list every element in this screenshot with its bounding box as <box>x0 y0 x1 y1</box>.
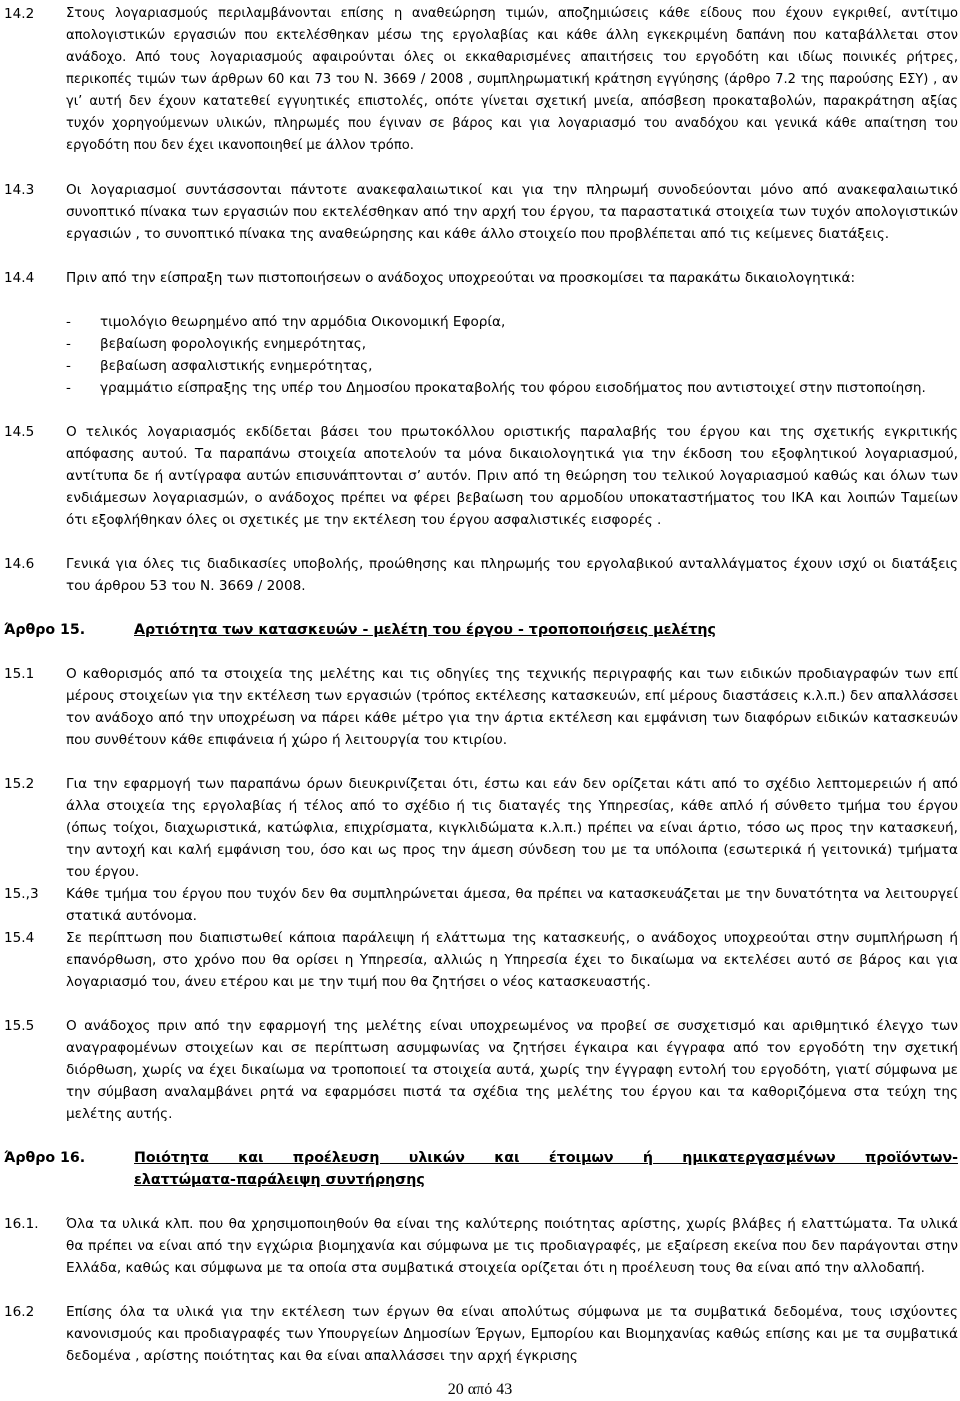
article-number: Άρθρο 16. <box>4 1150 86 1166</box>
paragraph-text: Σε περίπτωση που διαπιστωθεί κάποια παράλειψη ή ελάττωμα της κατασκευής, ο ανάδοχος υποχρεούται στην συμπλήρωση ή επανόρθωση, στο χρόνο που θα ορίσει η Υπηρεσία, αλλιώς η Υπηρεσία έχει το δικαίωμα να εκτελέσει αυτό σε βάρος και για λογαριασμό του, άνευ ετέρου και με την τιμή που θα ζητήσει ο νέος κατασκευαστής. <box>66 930 958 990</box>
paragraph-text: Ο καθορισμός από τα στοιχεία της μελέτης και τις οδηγίες της τεχνικής περιγραφής και των ειδικών προδιαγραφών των επί μέρους στοιχείων για την εκτέλεση των εργασιών (τρόπος εκτέλεσης κατασκευών, επί μέρους διαστάσεις κ.λ.π.) δεν απαλλάσσει τον ανάδοχο από την υποχρέωση να πάρει κάθε μέτρο για την άρτια εκτέλεση και εμφάνιση των διαφόρων ειδικών κατασκευών που συνθέτουν κάθε επιφάνεια ή χώρο ή λειτουργία του κτιρίου. <box>66 666 958 748</box>
article-number: Άρθρο 15. <box>4 622 86 638</box>
page-number-footer: 20 από 43 <box>447 1381 513 1398</box>
paragraph-15-5 <box>0 1015 960 1125</box>
paragraph-text: Ο ανάδοχος πριν από την εφαρμογή της μελέτης είναι υποχρεωμένος να προβεί σε συσχετισμό και αριθμητικό έλεγχο των αναγραφομένων στοιχείων και σε περίπτωση ασυμφωνίας να ζητήσει έγκαιρα και έγγραφα από τον εργοδότη την σχετική διόρθωση, χωρίς να έχει δικαίωμα να τροποποιεί τα στοιχεία αυτά, χωρίς την έγγραφη εντολή του εργοδότη, γιατί σύμφωνα με την σύμβαση αναλαμβάνει ρητά να εφαρμόσει πιστά τα σχέδια της μελέτης του έργου και τα καθοριζόμενα στα τεύχη της μελέτης αυτής. <box>66 1018 958 1122</box>
paragraph-text: Όλα τα υλικά κλπ. που θα χρησιμοποιηθούν θα είναι της καλύτερης ποιότητας αρίστης, χωρίς βλάβες ή ελαττώματα. Τα υλικά θα πρέπει να είναι από την εγχώρια βιομηχανία και σύμφωνα με τις προδιαγραφές, με εξαίρεση εκείνα που δεν παράγονται στην Ελλάδα, καθώς και σύμφωνα με τα οποία στα συμβατικά στοιχεία ορίζεται ότι η προέλευση τους θα είναι από την αλλοδαπή. <box>66 1216 958 1276</box>
supporting-documents-list <box>66 311 958 399</box>
paragraph-number: 16.1. <box>4 1216 39 1232</box>
paragraph-number: 15.2 <box>4 776 35 792</box>
paragraph-number: 15.4 <box>4 930 35 946</box>
paragraph-16-1 <box>0 1213 960 1279</box>
article-15-heading <box>4 619 958 641</box>
paragraph-text: Ο τελικός λογαριασμός εκδίδεται βάσει του πρωτοκόλλου οριστικής παραλαβής του έργου και της σχετικής εγκριτικής απόφασης αυτού. Τα παραπάνω στοιχεία αποτελούν τα μόνα δικαιολογητικά για την έκδοση του εξοφλητικού λογαριασμού, αντίτυπα δε ή αντίγραφα αυτών επισυνάπτονται σ’ αυτόν. Πριν από τη θεώρηση του τελικού λογαριασμού καθώς και όλων των ενδιάμεσων λογαριασμών, ο ανάδοχος πρέπει να φέρει βεβαίωση του αρμοδίου υποκαταστήματος του ΙΚΑ και λοιπών Ταμείων ότι εξοφλήθηκαν όλες οι σχετικές με την εκτέλεση του έργου ασφαλιστικές εισφορές . <box>66 424 958 528</box>
paragraph-number: 14.2 <box>4 6 35 22</box>
list-item-text: βεβαίωση ασφαλιστικής ενημερότητας, <box>100 358 373 374</box>
list-item <box>66 355 958 377</box>
paragraph-15-2 <box>0 773 960 883</box>
paragraph-text: Γενικά για όλες τις διαδικασίες υποβολής, προώθησης και πληρωμής του εργολαβικού ανταλλάγματος έχουν ισχύ οι διατάξεις του άρθρου 53 του Ν. 3669 / 2008. <box>66 556 958 594</box>
article-title-line-1: Ποιότητα και προέλευση υλικών και έτοιμων ή ημικατεργασμένων προϊόντων- <box>134 1150 958 1166</box>
paragraph-number: 15.,3 <box>4 886 39 902</box>
paragraph-number: 14.3 <box>4 182 35 198</box>
list-item-text: τιμολόγιο θεωρημένο από την αρμόδια Οικονομική Εφορία, <box>100 314 506 330</box>
paragraph-text: Για την εφαρμογή των παραπάνω όρων διευκρινίζεται ότι, έστω και εάν δεν ορίζεται κάτι από το σχέδιο λεπτομερειών ή από άλλα στοιχεία της εργολαβίας ή τέλος από το σχέδιο ή τις διαταγές της Υπηρεσίας, κάθε απλό ή σύνθετο τμήμα του έργου (όπως τοίχοι, διαχωριστικά, κατώφλια, επιχρίσματα, κιγκλιδώματα κ.λ.π.) πρέπει να είναι άρτιο, τόσο ως προς την κατασκευή, την αντοχή και καλή εμφάνιση του, όσο και ως προς την άμεση σύνδεση του με τα υπόλοιπα (εσωτερικά ή γειτονικά) τμήματα του έργου. <box>66 776 958 880</box>
article-title: Αρτιότητα των κατασκευών - μελέτη του έργου - τροποποιήσεις μελέτης <box>134 622 716 638</box>
list-item <box>66 311 958 333</box>
paragraph-14-4 <box>0 267 960 289</box>
paragraph-15-4 <box>0 927 960 993</box>
paragraph-16-2 <box>0 1301 960 1367</box>
list-item-text: βεβαίωση φορολογικής ενημερότητας, <box>100 336 367 352</box>
paragraph-number: 14.6 <box>4 556 35 572</box>
paragraph-15-3 <box>0 883 960 927</box>
paragraph-14-2 <box>0 3 960 157</box>
list-dash: - <box>66 336 71 352</box>
list-item <box>66 377 958 399</box>
paragraph-text: Κάθε τμήμα του έργου που τυχόν δεν θα συμπληρώνεται άμεσα, θα πρέπει να κατασκευάζεται με την δυνατότητα να λειτουργεί στατικά αυτόνομα. <box>66 886 958 924</box>
list-dash: - <box>66 314 71 330</box>
paragraph-number: 16.2 <box>4 1304 35 1320</box>
paragraph-text: Οι λογαριασμοί συντάσσονται πάντοτε ανακεφαλαιωτικοί και για την πληρωμή συνοδεύονται μόνο από ανακεφαλαιωτικό συνοπτικό πίνακα των εργασιών που εκτελέσθηκαν από την αρχή του έργου, τα παραστατικά στοιχεία των τυχόν απολογιστικών εργασιών , το συνοπτικό πίνακα της αναθεώρησης και κάθε άλλο στοιχείο που προβλέπεται από τις κείμενες διατάξεις. <box>66 182 958 242</box>
list-item <box>66 333 958 355</box>
paragraph-number: 15.5 <box>4 1018 35 1034</box>
list-dash: - <box>66 358 71 374</box>
list-dash: - <box>66 380 71 396</box>
list-item-text: γραμμάτιο είσπραξης της υπέρ του Δημοσίου προκαταβολής του φόρου εισοδήματος που αντιστοιχεί στην πιστοποίηση. <box>100 380 926 396</box>
paragraph-text: Επίσης όλα τα υλικά για την εκτέλεση των έργων θα είναι απολύτως σύμφωνα με τα συμβατικά δεδομένα, τους ισχύοντες κανονισμούς και προδιαγραφές των Υπουργείων Δημοσίων Έργων, Εμπορίου και Βιομηχανίας καθώς επίσης και με τα συμβατικά δεδομένα , αρίστης ποιότητας και θα είναι απαλλάσσει την αρχή έγκρισης <box>66 1304 958 1364</box>
paragraph-14-5 <box>0 421 960 531</box>
paragraph-14-3 <box>0 179 960 245</box>
paragraph-number: 14.4 <box>4 270 35 286</box>
paragraph-text: Στους λογαριασμούς περιλαμβάνονται επίσης η αναθεώρηση τιμών, αποζημιώσεις κάθε είδους που έχουν εγκριθεί, αντίτιμο απολογιστικών εργασιών που εκτελέσθηκαν μέσω της εργολαβίας και κάθε άλλη εγκεκριμένη δαπάνη που καταβάλλεται στον ανάδοχο. Από τους λογαριασμούς αφαιρούνται όλες οι εκκαθαρισμένες απαιτήσεις του εργοδότη και ιδίως ποινικές ρήτρες, περικοπές τιμών των άρθρων 60 και 73 του Ν. 3669 / 2008 , συμπληρωματική κράτηση εγγύησης (άρθρο 7.2 της παρούσης ΕΣΥ) , αν γι’ αυτή δεν έχουν κατατεθεί εγγυητικές επιστολές, οπότε γίνεται σχετική μνεία, απόσβεση προκαταβολών, παρακράτηση αξίας τυχόν χορηγούμενων υλικών, πληρωμές που έγιναν σε βάρος και για λογαριασμό του αναδόχου και γενικά κάθε απαίτηση του εργοδότη που δεν έχει ικανοποιηθεί με άλλον τρόπο. <box>66 6 958 153</box>
article-16-heading <box>4 1147 958 1191</box>
paragraph-text: Πριν από την είσπραξη των πιστοποιήσεων ο ανάδοχος υποχρεούται να προσκομίσει τα παρακάτω δικαιολογητικά: <box>66 270 856 286</box>
paragraph-number: 15.1 <box>4 666 35 682</box>
paragraph-14-6 <box>0 553 960 597</box>
article-title-line-2: ελαττώματα-παράλειψη συντήρησης <box>134 1172 425 1188</box>
paragraph-number: 14.5 <box>4 424 35 440</box>
paragraph-15-1 <box>0 663 960 751</box>
